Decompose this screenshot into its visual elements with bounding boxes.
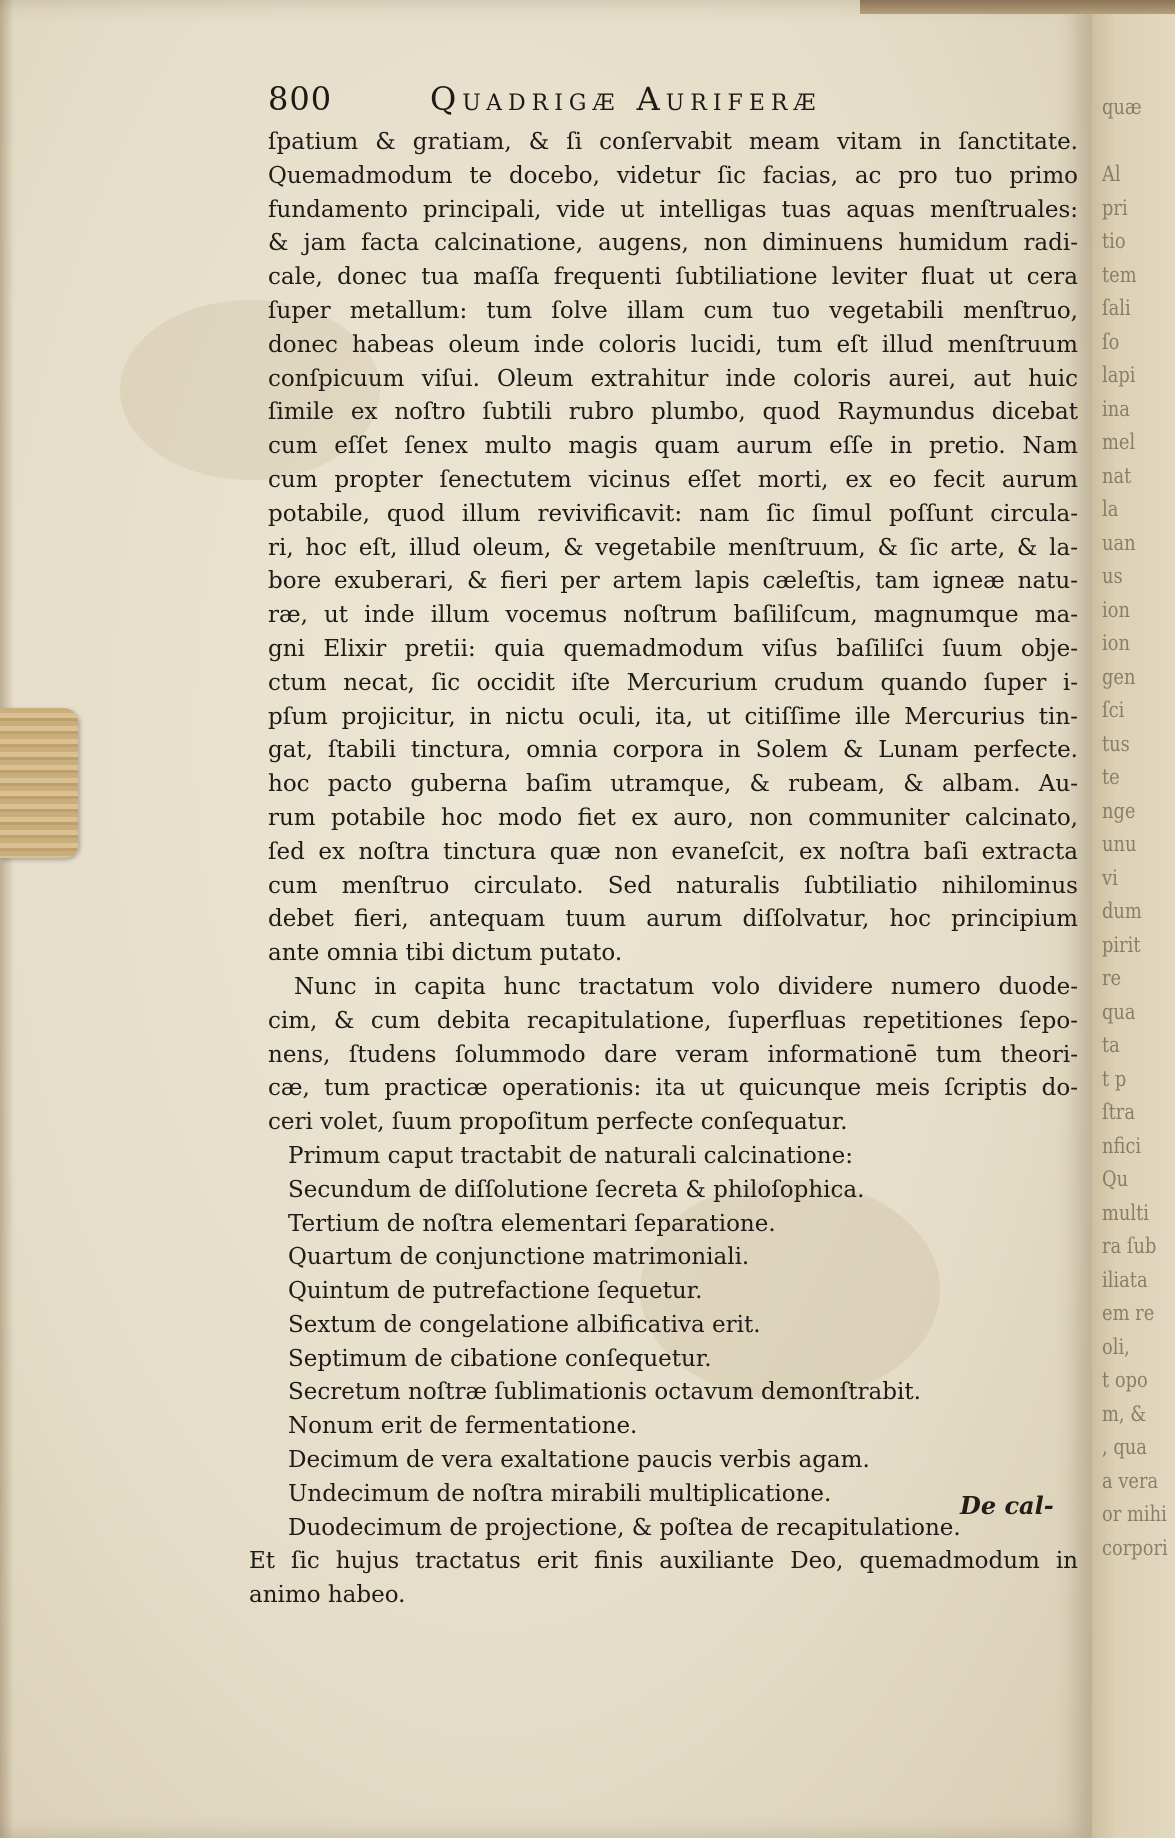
- text-line: cum propter ſenectutem vicinus eſſet morti, ex eo fecit aurum: [268, 466, 1078, 493]
- text-line: ræ, ut inde illum vocemus noſtrum baſiliſcum, magnumque ma-: [268, 602, 1078, 629]
- facing-page-fragment: ſo: [1102, 329, 1120, 354]
- text-line: hoc pacto guberna baſim utramque, & rubeam, & albam. Au-: [268, 771, 1078, 798]
- text-line: ante omnia tibi dictum putato.: [268, 940, 623, 967]
- facing-page-fragment: qua: [1102, 999, 1136, 1024]
- text-line: Et ſic hujus tractatus erit finis auxiliante Deo, quemadmodum in: [249, 1548, 1078, 1575]
- text-line: Nonum erit de fermentatione.: [288, 1413, 638, 1440]
- facing-page-fragment: pirit: [1102, 932, 1141, 957]
- facing-page-fragment: ion: [1102, 597, 1130, 622]
- text-line: ſuper metallum: tum ſolve illam cum tuo vegetabili menſtruo,: [268, 297, 1078, 324]
- text-line: Undecimum de noſtra mirabili multiplicatione.: [288, 1480, 832, 1507]
- facing-page-fragment: ion: [1102, 631, 1130, 655]
- text-line: cum eſſet ſenex multo magis quam aurum eſſe in pretio. Nam: [268, 433, 1078, 460]
- facing-page-fragment: uan: [1102, 530, 1136, 555]
- text-line: nens, ſtudens ſolummodo dare veram informationē tum theori-: [268, 1041, 1078, 1068]
- text-line: fundamento principali, vide ut intelligas tuas aquas menſtruales:: [268, 196, 1078, 223]
- text-line: Quintum de putrefactione ſequetur.: [288, 1278, 703, 1305]
- text-line: ceri volet, ſuum propoſitum perfecte conſequatur.: [268, 1109, 848, 1136]
- text-line: ctum necat, ſic occidit iſte Mercurium crudum quando ſuper i-: [268, 669, 1078, 696]
- text-line: Duodecimum de projectione, & poſtea de recapitulatione.: [288, 1514, 961, 1541]
- facing-page-fragment: , qua: [1102, 1435, 1147, 1459]
- facing-page-fragment: iliata: [1102, 1267, 1148, 1292]
- body-text: [249, 126, 1078, 1613]
- facing-page-fragment: us: [1102, 564, 1123, 588]
- facing-page-fragment: te: [1102, 765, 1120, 789]
- running-title: Quadrigæ Auriferæ: [430, 80, 822, 118]
- facing-page-fragment: ina: [1102, 396, 1130, 421]
- text-line: Secundum de diſſolutione ſecreta & philoſophica.: [288, 1176, 865, 1203]
- text-line: bore exuberari, & fieri per artem lapis cæleſtis, tam igneæ natu-: [268, 568, 1078, 595]
- text-line: Septimum de cibatione conſequetur.: [288, 1345, 712, 1372]
- facing-page-fragment: or mihi: [1102, 1502, 1167, 1526]
- text-line: gat, ſtabili tinctura, omnia corpora in Solem & Lunam perfecte.: [268, 737, 1078, 764]
- text-line: conſpicuum viſui. Oleum extrahitur inde coloris aurei, aut huic: [268, 365, 1078, 392]
- facing-page-fragment: re: [1102, 966, 1122, 990]
- facing-page-fragment: em re: [1102, 1301, 1155, 1325]
- facing-page-fragment: dum: [1102, 899, 1142, 923]
- facing-page-fragment: ſci: [1102, 698, 1125, 722]
- facing-page-fragment: t opo: [1102, 1368, 1148, 1392]
- text-line: potabile, quod illum revivificavit: nam ſic ſimul poſſunt circula-: [268, 500, 1078, 527]
- facing-page-fragment: ta: [1102, 1033, 1120, 1057]
- page-number: 800: [268, 80, 333, 118]
- facing-page-fragment: la: [1102, 497, 1119, 521]
- facing-page-fragment: multi: [1102, 1200, 1150, 1225]
- text-line: cim, & cum debita recapitulatione, ſuperfluas repetitiones ſepo-: [268, 1007, 1078, 1034]
- facing-page-edge: [1092, 0, 1175, 1838]
- text-line: ri, hoc eſt, illud oleum, & vegetabile menſtruum, & ſic arte, & la-: [268, 534, 1078, 561]
- catchword: De cal-: [960, 1491, 1054, 1520]
- text-line: donec habeas oleum inde coloris lucidi, tum eſt illud menſtruum: [268, 331, 1078, 358]
- facing-page-fragment: quæ: [1102, 95, 1142, 119]
- text-line: Nunc in capita hunc tractatum volo dividere numero duode-: [294, 973, 1078, 1000]
- facing-page-fragment: tem: [1102, 262, 1137, 287]
- facing-page-fragment: a vera: [1102, 1468, 1159, 1493]
- text-line: Quartum de conjunctione matrimoniali.: [288, 1244, 750, 1271]
- text-line: ſimile ex noſtro ſubtili rubro plumbo, quod Raymundus dicebat: [268, 399, 1078, 426]
- text-line: animo habeo.: [249, 1582, 406, 1609]
- facing-page-fragment: nfici: [1102, 1133, 1142, 1158]
- text-line: Decimum de vera exaltatione paucis verbis agam.: [288, 1447, 870, 1474]
- text-line: Tertium de noſtra elementari ſeparatione.: [288, 1210, 776, 1237]
- facing-page-fragment: nge: [1102, 798, 1136, 823]
- facing-page-fragment: oli,: [1102, 1334, 1130, 1359]
- facing-page-fragment: Qu: [1102, 1167, 1129, 1191]
- facing-page-fragment: tus: [1102, 731, 1130, 756]
- text-line: ſed ex noſtra tinctura quæ non evaneſcit, ex noſtra baſi extracta: [268, 838, 1078, 865]
- facing-page-fragment: ſtra: [1102, 1100, 1135, 1124]
- facing-page-fragment: lapi: [1102, 363, 1136, 387]
- page-tab: [0, 708, 78, 858]
- facing-page-fragment: unu: [1102, 832, 1137, 856]
- text-line: rum potabile hoc modo fiet ex auro, non communiter calcinato,: [268, 804, 1078, 831]
- text-line: pſum projicitur, in nictu oculi, ita, ut citiſſime ille Mercurius tin-: [268, 703, 1078, 730]
- text-line: ſpatium & gratiam, & ſi conſervabit meam vitam in ſanctitate.: [268, 129, 1078, 155]
- text-line: Secretum noſtræ ſublimationis octavum demonſtrabit.: [288, 1379, 921, 1406]
- facing-page-fragment: corpori: [1102, 1535, 1168, 1560]
- facing-page-fragment: t p: [1102, 1066, 1127, 1091]
- text-line: cale, donec tua maſſa frequenti ſubtiliatione leviter fluat ut cera: [268, 264, 1078, 291]
- facing-page-fragment: ra ſub: [1102, 1234, 1157, 1258]
- text-line: Sextum de congelatione albificativa erit.: [288, 1311, 761, 1338]
- text-line: cum menſtruo circulato. Sed naturalis ſubtiliatio nihilominus: [268, 872, 1078, 899]
- facing-page-fragment: mel: [1102, 430, 1136, 454]
- facing-page-fragment: tio: [1102, 229, 1126, 253]
- facing-page-fragment: Al: [1102, 162, 1121, 186]
- facing-page-fragment: gen: [1102, 664, 1136, 689]
- facing-page-fragment: vi: [1102, 865, 1118, 890]
- facing-page-fragment: m, &: [1102, 1401, 1147, 1426]
- text-line: gni Elixir pretii: quia quemadmodum viſus baſiliſci ſuum obje-: [268, 635, 1078, 662]
- facing-page-fragment: nat: [1102, 463, 1132, 488]
- text-line: Primum caput tractabit de naturali calcinatione:: [288, 1142, 853, 1169]
- facing-page-fragment: ſali: [1102, 296, 1131, 320]
- binding-strip: [860, 0, 1175, 14]
- text-line: Quemadmodum te docebo, videtur ſic facias, ac pro tuo primo: [268, 162, 1078, 189]
- text-line: cæ, tum practicæ operationis: ita ut quicunque meis ſcriptis do-: [268, 1075, 1078, 1102]
- text-line: & jam facta calcinatione, augens, non diminuens humidum radi-: [268, 230, 1078, 257]
- facing-page-fragment: pri: [1102, 195, 1128, 220]
- text-line: debet fieri, antequam tuum aurum diſſolvatur, hoc principium: [268, 906, 1078, 933]
